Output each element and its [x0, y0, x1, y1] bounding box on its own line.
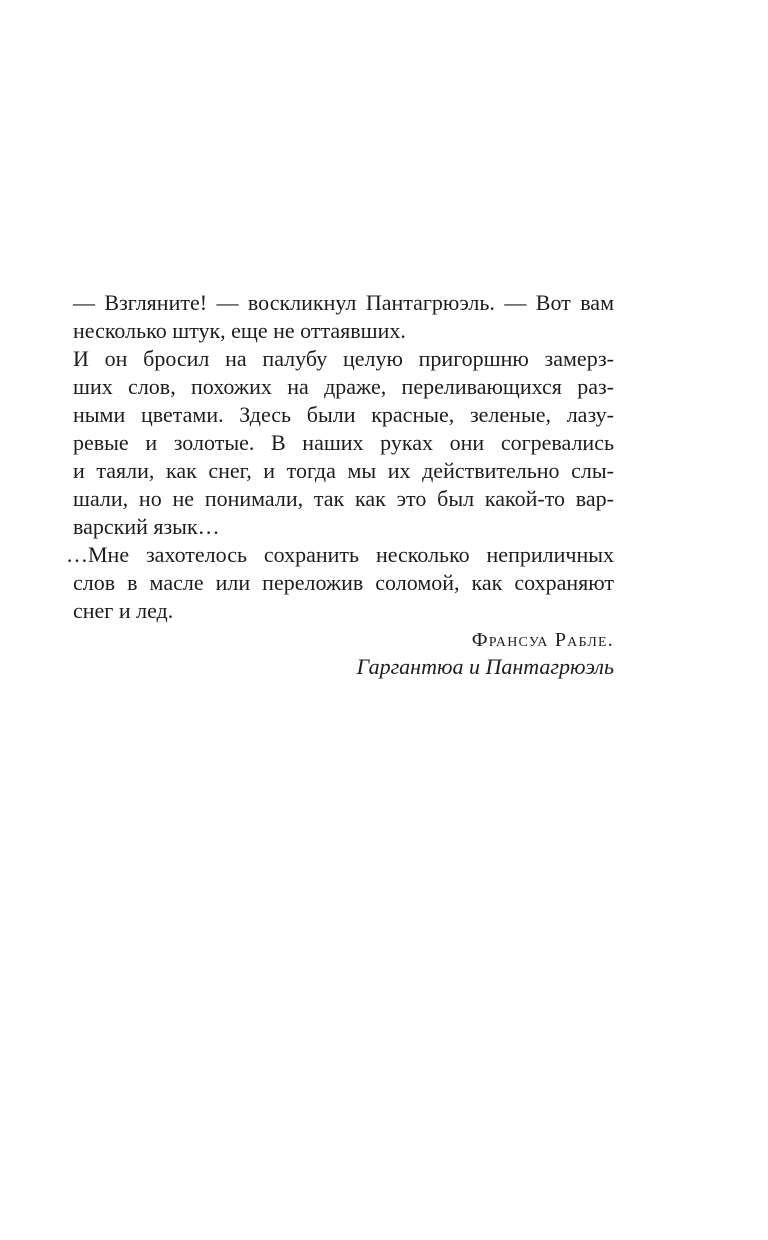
epigraph-line: слов в масле или переложив соломой, как сохраняют [73, 570, 614, 595]
epigraph-line: шали, но не понимали, так как это был какой-то вар- [73, 486, 614, 511]
epigraph-line: снег и лед. [73, 598, 174, 623]
epigraph-paragraph [73, 345, 614, 541]
epigraph-block [66, 289, 614, 680]
epigraph-line: ших слов, похожих на драже, переливающихся раз- [73, 374, 614, 399]
epigraph-paragraph [66, 541, 614, 625]
epigraph-line: ревые и золотые. В наших руках они согревались [73, 430, 614, 455]
epigraph-line: — Взгляните! — воскликнул Пантагрюэль. — Вот вам [73, 290, 614, 315]
epigraph-line: несколько штук, еще не оттаявших. [73, 318, 406, 343]
epigraph-paragraph [73, 289, 614, 345]
epigraph-line: И он бросил на палубу целую пригоршню замерз- [73, 346, 614, 371]
attribution [73, 627, 614, 680]
epigraph-line: ными цветами. Здесь были красные, зеленые, лазу- [73, 402, 614, 427]
epigraph-line: …Мне захотелось сохранить несколько неприличных [66, 542, 614, 567]
attribution-work: Гаргантюа и Пантагрюэль [356, 654, 614, 679]
attribution-author: Франсуа Рабле. [471, 629, 614, 651]
epigraph-line: и таяли, как снег, и тогда мы их действительно слы- [73, 458, 614, 483]
epigraph-line: варский язык… [73, 514, 220, 539]
